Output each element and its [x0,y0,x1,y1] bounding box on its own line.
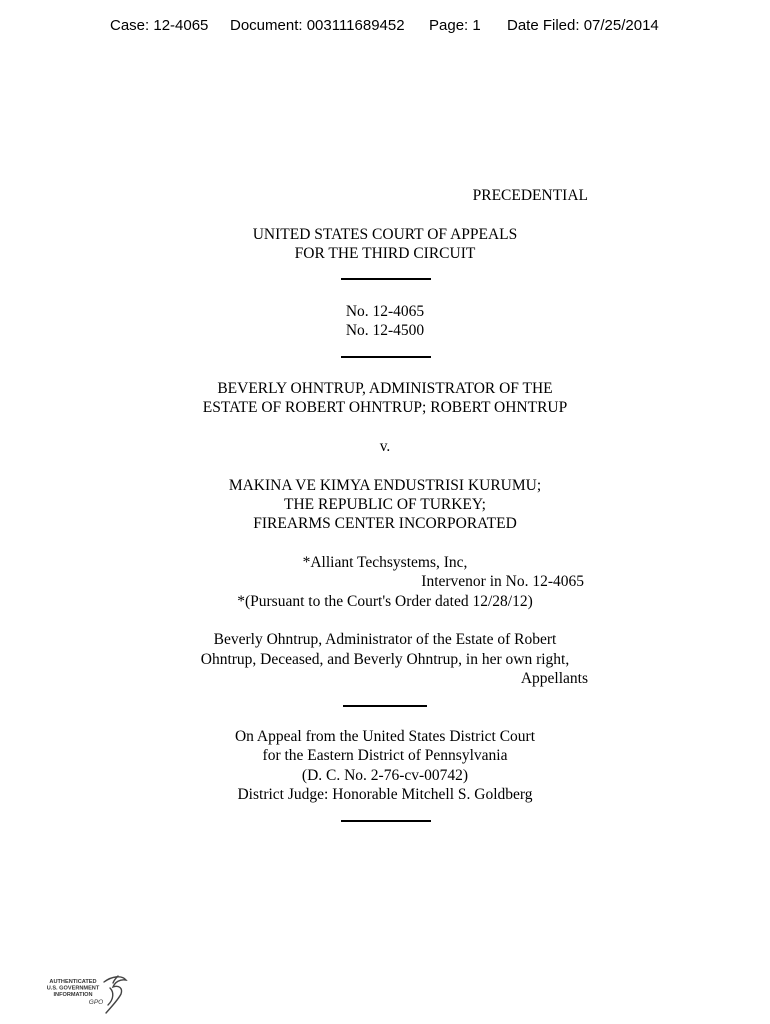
plaintiffs-line-2: ESTATE OF ROBERT OHNTRUP; ROBERT OHNTRUP [202,399,568,416]
filing-header [0,17,770,37]
header-case: Case: 12-4065 [110,17,209,34]
eagle-emblem-icon [104,976,126,1013]
header-document: Document: 003111689452 [230,17,405,34]
appellants-line-1: Beverly Ohntrup, Administrator of the Estate of Robert [213,631,557,648]
appellants-label: Appellants [520,670,588,687]
seal-line-3: INFORMATION [53,992,93,998]
divider-rule [341,820,431,822]
intervenor-role: Intervenor in No. 12-4065 [421,573,584,590]
appeal-line-4: District Judge: Honorable Mitchell S. Goldberg [237,786,533,803]
seal-line-4: GPO [88,999,104,1006]
court-name-line-1: UNITED STATES COURT OF APPEALS [252,226,518,243]
gpo-authentication-seal [44,972,130,1018]
appellants-line-2: Ohntrup, Deceased, and Beverly Ohntrup, in her own right, [200,651,570,668]
intervenor-name: *Alliant Techsystems, Inc, [302,554,468,571]
appeal-line-3: (D. C. No. 2-76-cv-00742) [301,767,469,784]
intervenor-note: *(Pursuant to the Court's Order dated 12/28/12) [237,593,533,610]
court-name-line-2: FOR THE THIRD CIRCUIT [294,245,476,262]
defendants-line-1: MAKINA VE KIMYA ENDUSTRISI KURUMU; [228,477,542,494]
plaintiffs-line-1: BEVERLY OHNTRUP, ADMINISTRATOR OF THE [217,380,553,397]
appeal-line-2: for the Eastern District of Pennsylvania [262,747,508,764]
header-date-filed: Date Filed: 07/25/2014 [507,17,659,34]
appeal-line-1: On Appeal from the United States District Court [234,728,536,745]
divider-rule [343,705,427,707]
seal-line-1: AUTHENTICATED [49,979,97,985]
versus: v. [379,438,391,455]
defendants-line-3: FIREARMS CENTER INCORPORATED [253,515,517,532]
divider-rule [341,278,431,280]
seal-line-2: U.S. GOVERNMENT [46,985,100,992]
precedential-designation: PRECEDENTIAL [472,187,588,204]
header-page: Page: 1 [429,17,481,34]
case-number-2: No. 12-4500 [345,322,425,339]
divider-rule [341,356,431,358]
case-number-1: No. 12-4065 [345,303,425,320]
defendants-line-2: THE REPUBLIC OF TURKEY; [284,496,486,513]
